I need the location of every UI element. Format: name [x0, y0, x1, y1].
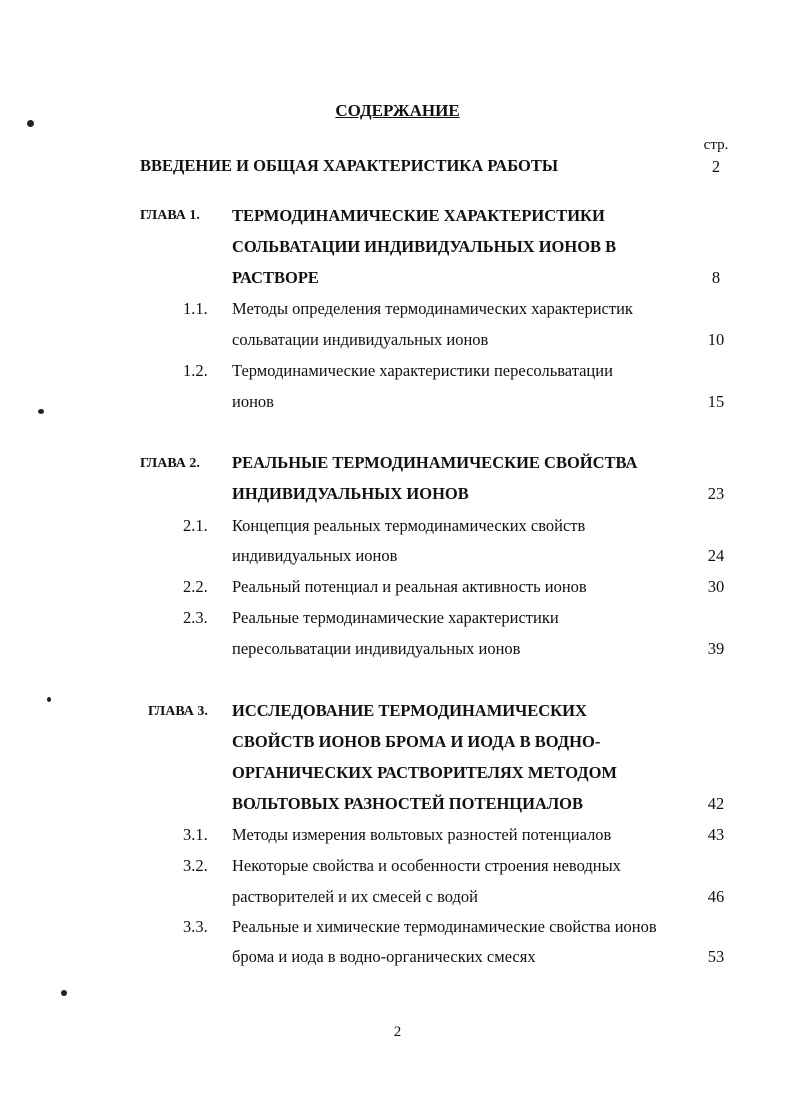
section-1-2-num: 1.2.: [183, 361, 208, 380]
chapter-1-label: ГЛАВА 1.: [140, 208, 200, 223]
section-2-2-page: 30: [707, 577, 725, 596]
footer-page-number: 2: [393, 1024, 402, 1040]
section-1-1-page: 10: [707, 330, 725, 349]
chapter-3-title-line-1: ИССЛЕДОВАНИЕ ТЕРМОДИНАМИЧЕСКИХ: [232, 701, 587, 720]
scan-speck: [61, 990, 67, 996]
section-2-1-num: 2.1.: [183, 516, 208, 535]
section-1-1-line-2: сольватации индивидуальных ионов: [232, 330, 489, 349]
intro-page: 2: [711, 157, 721, 176]
section-2-3-line-1: Реальные термодинамические характеристики: [232, 608, 559, 627]
section-2-2-line-1: Реальный потенциал и реальная активность ионов: [232, 577, 587, 596]
section-3-2-page: 46: [707, 887, 725, 906]
section-2-2-num: 2.2.: [183, 577, 208, 596]
chapter-2-page: 23: [707, 484, 725, 503]
section-3-3-line-2: брома и иода в водно-органических смесях: [232, 947, 536, 966]
chapter-1-title-line-1: ТЕРМОДИНАМИЧЕСКИЕ ХАРАКТЕРИСТИКИ: [232, 206, 605, 225]
section-3-1-page: 43: [707, 825, 725, 844]
section-1-2-line-1: Термодинамические характеристики пересольватации: [232, 361, 613, 380]
section-2-3-num: 2.3.: [183, 608, 208, 627]
section-2-3-line-2: пересольватации индивидуальных ионов: [232, 639, 521, 658]
section-1-2-line-2: ионов: [232, 392, 274, 411]
section-1-2-page: 15: [707, 392, 725, 411]
section-3-1-line-1: Методы измерения вольтовых разностей потенциалов: [232, 825, 612, 844]
chapter-1-title-line-2: СОЛЬВАТАЦИИ ИНДИВИДУАЛЬНЫХ ИОНОВ В: [232, 237, 617, 256]
section-3-3-line-1: Реальные и химические термодинамические свойства ионов: [232, 917, 657, 936]
chapter-1-page: 8: [711, 268, 721, 287]
chapter-3-title-line-3: ОРГАНИЧЕСКИХ РАСТВОРИТЕЛЯХ МЕТОДОМ: [232, 763, 617, 782]
section-2-1-line-1: Концепция реальных термодинамических свойств: [232, 516, 586, 535]
page-column-label: стр.: [703, 137, 729, 153]
chapter-2-title-line-2: ИНДИВИДУАЛЬНЫХ ИОНОВ: [232, 484, 469, 503]
section-2-1-page: 24: [707, 546, 725, 565]
chapter-2-title-line-1: РЕАЛЬНЫЕ ТЕРМОДИНАМИЧЕСКИЕ СВОЙСТВА: [232, 453, 638, 472]
chapter-3-title-line-2: СВОЙСТВ ИОНОВ БРОМА И ИОДА В ВОДНО-: [232, 732, 601, 751]
chapter-3-label: ГЛАВА 3.: [148, 704, 208, 719]
section-3-3-num: 3.3.: [183, 917, 208, 936]
scan-speck: [38, 409, 44, 414]
section-2-1-line-2: индивидуальных ионов: [232, 546, 398, 565]
section-3-1-num: 3.1.: [183, 825, 208, 844]
chapter-3-page: 42: [707, 794, 725, 813]
section-3-2-num: 3.2.: [183, 856, 208, 875]
page-title: СОДЕРЖАНИЕ: [335, 101, 460, 120]
section-3-2-line-2: растворителей и их смесей с водой: [232, 887, 479, 906]
chapter-2-label: ГЛАВА 2.: [140, 456, 200, 471]
chapter-1-title-line-3: РАСТВОРЕ: [232, 268, 319, 287]
section-3-3-page: 53: [707, 947, 725, 966]
chapter-3-title-line-4: ВОЛЬТОВЫХ РАЗНОСТЕЙ ПОТЕНЦИАЛОВ: [232, 794, 584, 813]
section-1-1-num: 1.1.: [183, 299, 208, 318]
intro-text: ВВЕДЕНИЕ И ОБЩАЯ ХАРАКТЕРИСТИКА РАБОТЫ: [140, 156, 559, 175]
scan-speck: [27, 120, 34, 127]
section-2-3-page: 39: [707, 639, 725, 658]
scan-speck: [47, 697, 51, 702]
section-1-1-line-1: Методы определения термодинамических характеристик: [232, 299, 633, 318]
section-3-2-line-1: Некоторые свойства и особенности строения неводных: [232, 856, 621, 875]
